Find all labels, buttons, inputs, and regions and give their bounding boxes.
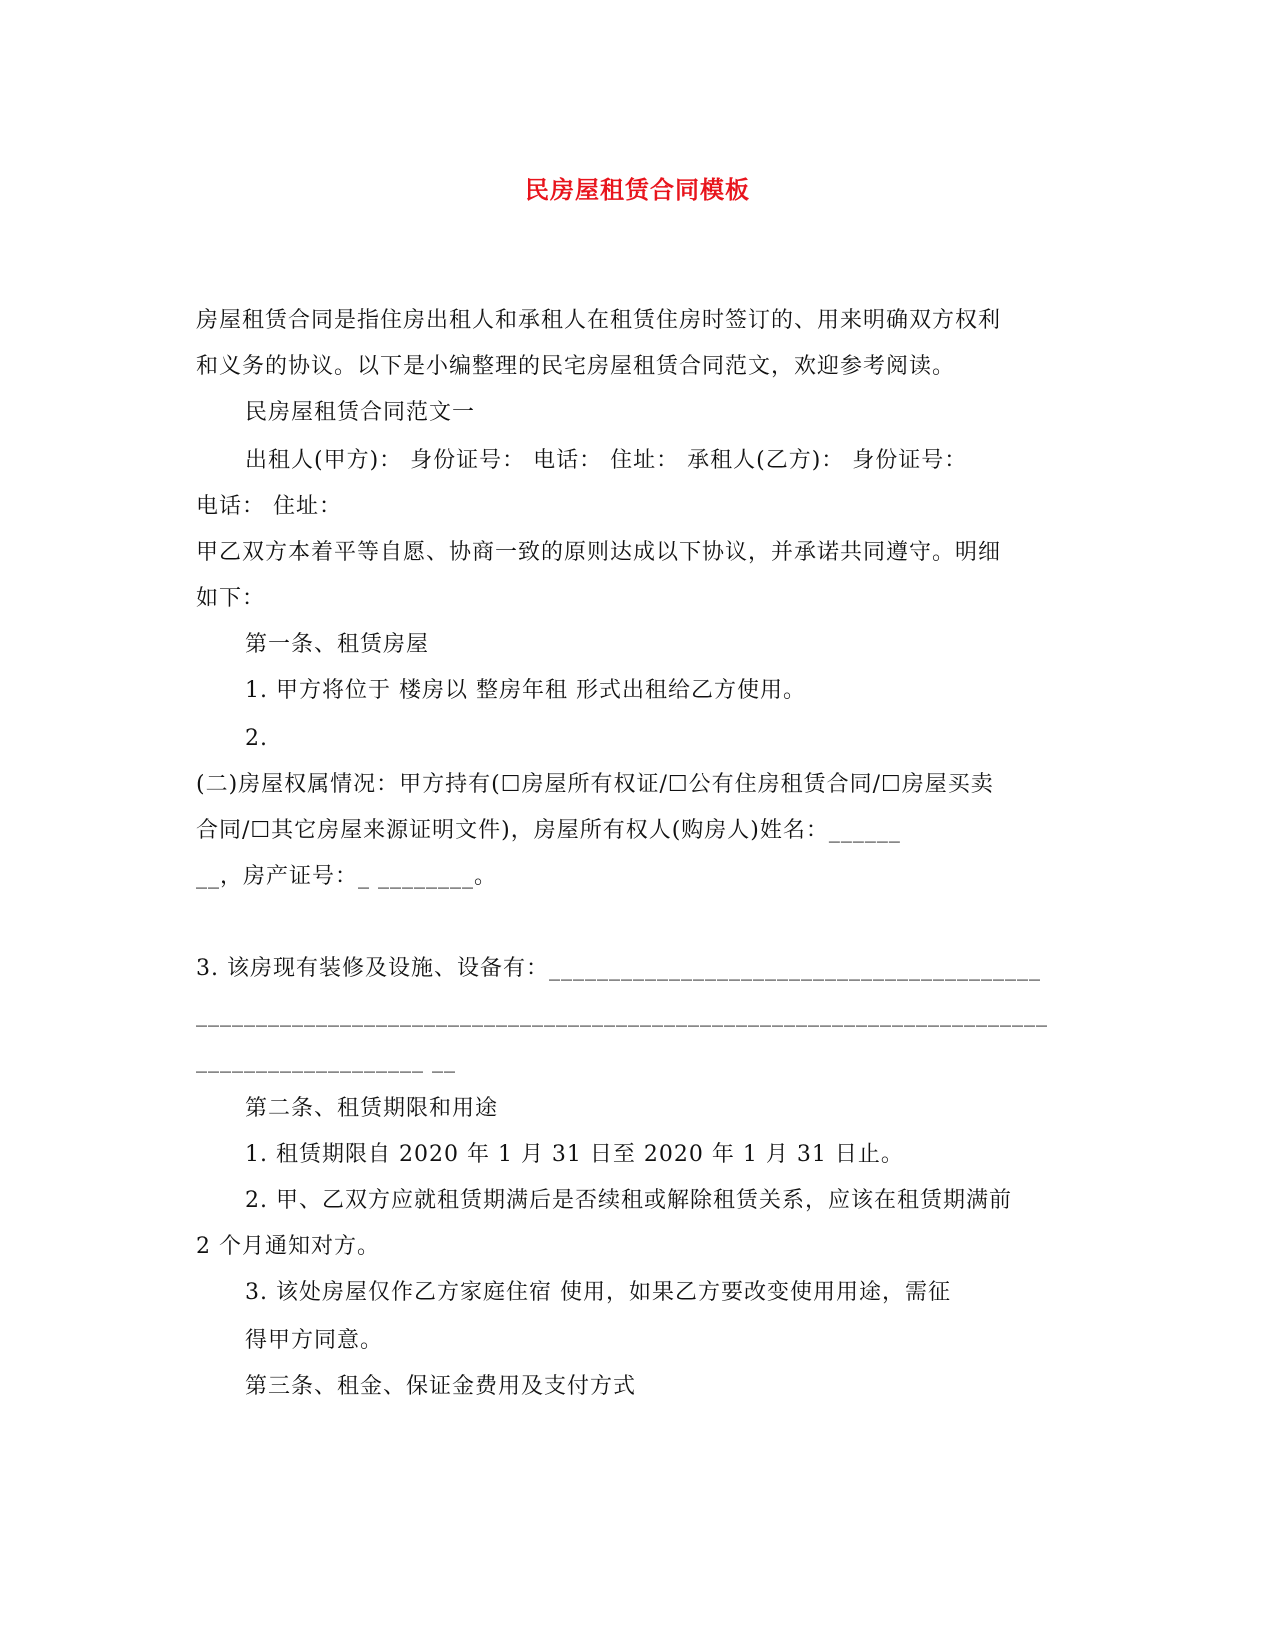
paragraph-line: 出租人(甲方)： 身份证号： 电话： 住址： 承租人(乙方)： 身份证号： (245, 448, 968, 473)
paragraph-line: 合同/☐其它房屋来源证明文件)，房屋所有权人(购房人)姓名：______ (196, 818, 901, 843)
paragraph-line: (二)房屋权属情况：甲方持有(☐房屋所有权证/☐公有住房租赁合同/☐房屋买卖 (196, 772, 994, 797)
section-heading: 第一条、租赁房屋 (245, 632, 430, 657)
document-title: 民房屋租赁合同模板 (525, 176, 750, 204)
paragraph-line: 1. 租赁期限自 2020 年 1 月 31 日至 2020 年 1 月 31 日止。 (245, 1142, 904, 1167)
section-heading: 第三条、租金、保证金费用及支付方式 (245, 1374, 637, 1399)
paragraph-line: 甲乙双方本着平等自愿、协商一致的原则达成以下协议，并承诺共同遵守。明细 (196, 540, 1002, 565)
paragraph-line: 2. 甲、乙双方应就租赁期满后是否续租或解除租赁关系，应该在租赁期满前 (245, 1188, 1012, 1213)
section-heading: 第二条、租赁期限和用途 (245, 1096, 499, 1121)
paragraph-line: __，房产证号：_ ________。 (196, 864, 497, 889)
paragraph-line: 和义务的协议。以下是小编整理的民宅房屋租赁合同范文，欢迎参考阅读。 (196, 354, 956, 379)
paragraph-line: 如下： (196, 586, 266, 611)
paragraph-line: 2 个月通知对方。 (196, 1234, 380, 1259)
paragraph-line: 3. 该房现有装修及设施、设备有：_________________________________________ (196, 956, 1041, 981)
blank-line: _______________________________________________________________________ (196, 1002, 1048, 1027)
paragraph-line: 2. (245, 726, 268, 751)
paragraph-line: 房屋租赁合同是指住房出租人和承租人在租赁住房时签订的、用来明确双方权利 (196, 308, 1002, 333)
paragraph-line: 1. 甲方将位于 楼房以 整房年租 形式出租给乙方使用。 (245, 678, 806, 703)
blank-line: ___________________ __ (196, 1048, 456, 1073)
section-heading: 民房屋租赁合同范文一 (245, 400, 476, 425)
paragraph-line: 电话： 住址： (196, 494, 342, 519)
paragraph-line: 得甲方同意。 (245, 1328, 384, 1353)
paragraph-line: 3. 该处房屋仅作乙方家庭住宿 使用，如果乙方要改变使用用途，需征 (245, 1280, 951, 1305)
